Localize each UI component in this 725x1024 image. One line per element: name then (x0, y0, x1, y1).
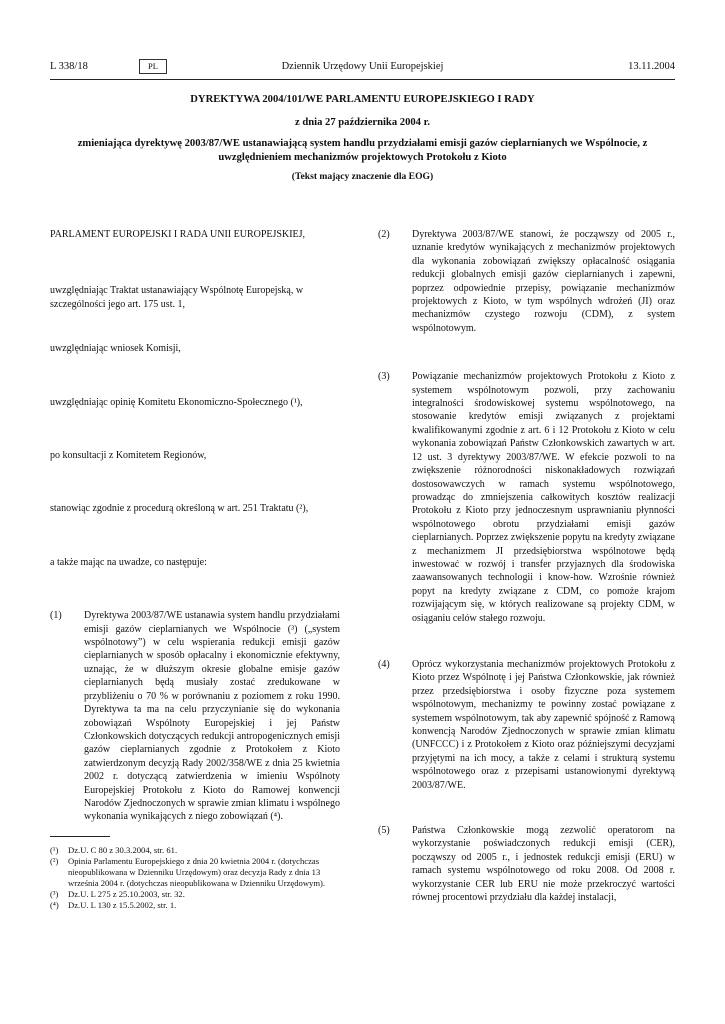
recital-number: (3) (378, 371, 390, 383)
citation-commission: uwzględniając wniosek Komisji, (50, 343, 181, 355)
title-subject: zmieniająca dyrektywę 2003/87/WE ustanawiającą system handlu przydziałami emisji gazów cieplarnianych we Wspólnocie, z uwzględnieniem mechanizmów projektowych Protokołu z Kioto (77, 138, 648, 163)
footnote (50, 845, 340, 856)
recital-1 (50, 609, 340, 824)
header-rule (50, 79, 675, 80)
footnotes (50, 845, 340, 911)
footnote (50, 856, 340, 889)
footnote-number: (¹) (50, 844, 59, 855)
footnote (50, 889, 340, 900)
title-eea-note: (Tekst mający znaczenie dla EOG) (291, 171, 434, 182)
title-directive: DYREKTYWA 2004/101/WE PARLAMENTU EUROPEJSKIEGO I RADY (190, 94, 535, 105)
recital-number: (5) (378, 825, 390, 837)
left-column (50, 228, 340, 911)
citation-procedure: stanowiąc zgodnie z procedurą określoną w art. 251 Traktatu (²), (50, 503, 309, 515)
language-badge: PL (139, 59, 167, 74)
journal-title: Dziennik Urzędowy Unii Europejskiej (281, 61, 444, 72)
footnote-number: (³) (50, 888, 59, 899)
recital-number: (1) (50, 610, 62, 622)
recital-4 (378, 658, 675, 792)
recital-number: (4) (378, 658, 390, 670)
footnote-text: Dz.U. C 80 z 30.3.2004, str. 61. (68, 844, 178, 855)
citation-treaty: uwzględniając Traktat ustanawiający Wspólnotę Europejską, w szczególności jego art. 175 ust. 1, (50, 285, 304, 310)
footnote-rule (50, 836, 110, 837)
page-header (50, 60, 675, 76)
title-date: z dnia 27 października 2004 r. (295, 116, 430, 128)
preamble-intro: PARLAMENT EUROPEJSKI I RADA UNII EUROPEJSKIEJ, (50, 229, 306, 240)
document-title (70, 93, 655, 184)
footnote-number: (²) (50, 855, 59, 866)
footnote-text: Dz.U. L 275 z 25.10.2003, str. 32. (68, 888, 185, 899)
right-column (378, 228, 675, 904)
footnote-number: (⁴) (50, 899, 59, 910)
recital-5 (378, 824, 675, 904)
citation-regions: po konsultacji z Komitetem Regionów, (50, 450, 207, 462)
publication-date: 13.11.2004 (628, 61, 675, 72)
page-reference: L 338/18 (50, 61, 88, 72)
footnote (50, 900, 340, 911)
recital-text: Oprócz wykorzystania mechanizmów projektowych Protokołu z Kioto przez Wspólnotę i jej Państwa Członkowskie, jak również przez przedsiębiorstwa i osoby fizyczne poza systemem wspólnotowym, mechanizmy te powinny zostać powiązane z systemem wspólnotowym, tak aby zapewnić spójność z Ramową konwencją Narodów Zjednoczonych w sprawie zmian klimatu (UNFCCC) i z Protokołem z Kioto oraz późniejszymi decyzjami przyjętymi na ich mocy, a także z celami i strukturą systemu wspólnotowego oraz z przepisami ustanowionymi dyrektywą 2003/87/WE. (412, 658, 675, 791)
recital-text: Powiązanie mechanizmów projektowych Protokołu z Kioto z systemem wspólnotowym pozwoli, przy zachowaniu integralności środowiskowej systemu wspólnotowego, na stosowanie kredytów emisji związanych z projektami kwalifikowanymi zgodnie z art. 6 i 12 Protokołu z Kioto w celu wykonania zobowiązań Państw Członkowskich zawartych w art. 12 ust. 3 dyrektywy 2003/87/WE. W efekcie pozwoli to na zwiększenie różnorodności niskonakładowych rozwiązań dostosowawczych w ramach systemu wspólnotowego, prowadząc do zmniejszenia całkowitych kosztów realizacji Protokołu z Kioto przy jednoczesnym usprawnianiu płynności wspólnotowego obrotu przydziałami emisji gazów cieplarnianych. Poprzez zwiększenie popytu na kredyty związane z mechanizmem JI przedsiębiorstwa wspólnotowe będą inwestować w rozwój i transfer przyjaznych dla środowiska zaawansowanych technologii i know-how. Wzrośnie również popyt na kredyty związane z CDM, co pomoże krajom rozwijającym się, w których realizowane są projekty CDM, w osiąganiu celów stałego rozwoju. (412, 371, 675, 624)
recital-3 (378, 370, 675, 625)
citation-esc: uwzględniając opinię Komitetu Ekonomiczno-Społecznego (¹), (50, 396, 303, 408)
recital-number: (2) (378, 229, 390, 240)
recital-2 (378, 228, 675, 335)
recitals-intro: a także mając na uwadze, co następuje: (50, 556, 207, 568)
recital-text: Dyrektywa 2003/87/WE ustanawia system handlu przydziałami emisji gazów cieplarnianych we Wspólnocie (³) („system wspólnotowy”) w celu wspierania redukcji emisji gazów cieplarnianych w sposób opłacalny i ekonomicznie efektywny, uznając, że w dłuższym okresie globalne emisje gazów cieplarnianych będą musiały zostać zredukowane w przybliżeniu o 70 % w porównaniu z poziomem z roku 1990. Dyrektywa ta ma na celu przyczynianie się do wykonania zobowiązań Wspólnoty Europejskiej i jej Państw Członkowskich dotyczących redukcji antropogenicznych emisji gazów cieplarnianych zgodnie z Protokołem z Kioto zatwierdzonym decyzją Rady 2002/358/WE z dnia 25 kwietnia 2002 r. dotyczącą zatwierdzenia w imieniu Wspólnoty Europejskiej Protokołu z Kioto do Ramowej konwencji Narodów Zjednoczonych w sprawie zmian klimatu i wspólnego wykonania wynikających z niego zobowiązań (⁴). (84, 610, 340, 823)
recital-text: Państwa Członkowskie mogą zezwolić operatorom na wykorzystanie poświadczonych redukcji emisji (CER), począwszy od 2005 r., i jednostek redukcji emisji (ERU) w ramach systemu wspólnotowego od roku 2008. Od 2008 r. wykorzystanie CER lub ERU nie może przekroczyć wartości równej procentowi przydziału dla każdej instalacji, (412, 825, 675, 904)
recital-text: Dyrektywa 2003/87/WE stanowi, że począwszy od 2005 r., uznanie kredytów wynikających z mechanizmów projektowych dla wykonania zobowiązań zwiększy opłacalność osiągania redukcji globalnych emisji gazów cieplarnianych i zapewni, poprzez odpowiednie przepisy, powiązanie mechanizmów projektowych z Kioto, w tym wspólnych wdrożeń (JI) oraz mechanizmów czystego rozwoju (CDM), z system wspólnotowym. (412, 229, 675, 334)
footnote-text: Dz.U. L 130 z 15.5.2002, str. 1. (68, 899, 177, 910)
footnote-text: Opinia Parlamentu Europejskiego z dnia 20 kwietnia 2004 r. (dotychczas nieopublikowana w Dzienniku Urzędowym) oraz decyzja Rady z dnia 13 września 2004 r. (dotychczas nieopublikowana w Dzienniku Urzędowym). (68, 855, 326, 888)
